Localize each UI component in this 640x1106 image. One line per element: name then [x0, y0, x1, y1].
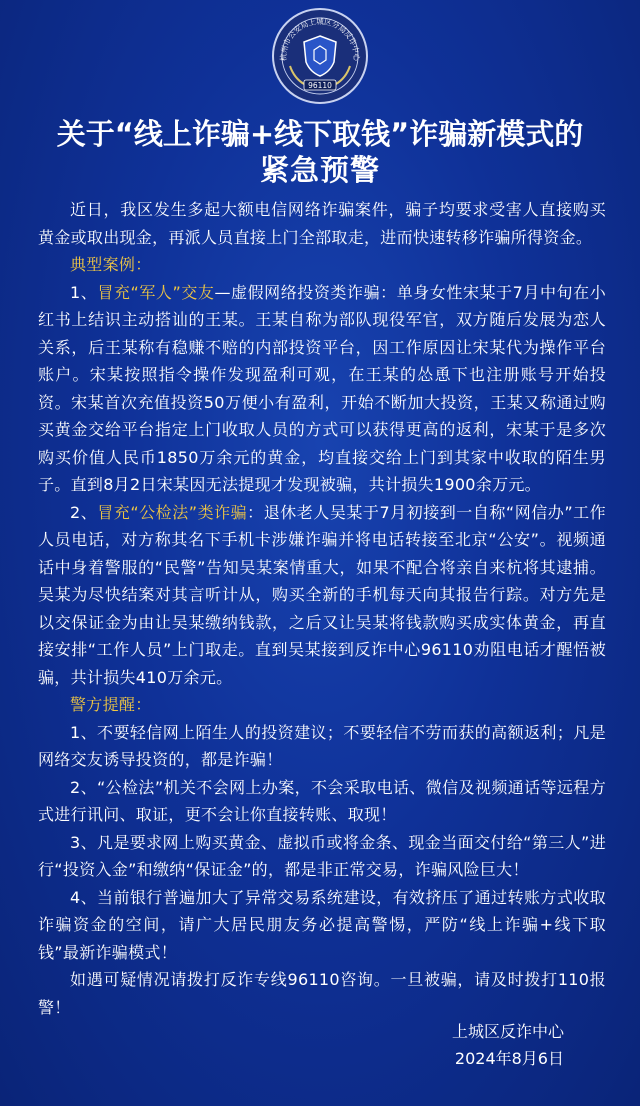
- tips-heading: 警方提醒：: [70, 695, 152, 714]
- closing-paragraph: 如遇可疑情况请拨打反诈专线96110咨询。一旦被骗，请及时拨打110报警！: [38, 970, 606, 1017]
- case1-paragraph: [38, 279, 606, 499]
- notice-title-line2: 紧急预警: [259, 153, 380, 187]
- case2-text: ：退休老人吴某于7月初接到一自称“网信办”工作人员电话，对方称其名下手机卡涉嫌诈骗并将电话转接至北京“公安”。视频通话中身着警服的“民警”告知吴某案情重大，如果不配合将亲自来杭将其逮捕。吴某为尽快结案对其言听计从，购买全新的手机每天向其报告行踪。对方先是以交保证金为由让吴某缴纳钱款，之后又让吴某将钱款购买成实体黄金，再直接安排“工作人员”上门取走。直到吴某接到反诈中心96110劝阻电话才醒悟被骗，共计损失410万余元。: [38, 502, 606, 687]
- case1-highlight: 冒充“军人”交友: [97, 282, 215, 302]
- signature-org: 上城区反诈中心: [451, 1022, 564, 1041]
- cases-heading: 典型案例：: [70, 255, 152, 274]
- tip-item: 2、“公检法”机关不会网上办案，不会采取电话、微信及视频通话等远程方式进行讯问、取证，更不会让你直接转账、取现！: [38, 777, 606, 824]
- notice-body: [38, 196, 606, 1021]
- emblem-arc-text: 杭州市公安局上城区分局反诈中心: [278, 17, 362, 61]
- notice-title-line1: 关于“线上诈骗+线下取钱”诈骗新模式的: [56, 117, 584, 151]
- case1-prefix: 1、: [70, 282, 98, 302]
- emblem-number: 96110: [308, 81, 332, 90]
- anti-fraud-center-emblem: [270, 6, 370, 106]
- case2-paragraph: [38, 499, 606, 692]
- tip-item: 4、当前银行普遍加大了异常交易系统建设，有效挤压了通过转账方式收取诈骗资金的空间，请广大居民朋友务必提高警惕，严防“线上诈骗+线下取钱”最新诈骗模式！: [38, 887, 606, 962]
- case2-prefix: 2、: [70, 502, 98, 522]
- signature-date: 2024年8月6日: [454, 1049, 564, 1068]
- case2-highlight: 冒充“公检法”类诈骗: [97, 502, 248, 522]
- case1-text: —虚假网络投资类诈骗：单身女性宋某于7月中旬在小红书上结识主动搭讪的王某。王某自称为部队现役军官，双方随后发展为恋人关系，后王某称有稳赚不赔的内部投资平台，因工作原因让宋某代为操作平台账户。宋某按照指令操作发现盈利可观，在王某的怂恿下也注册账号开始投资。宋某首次充值投资50万便小有盈利，开始不断加大投资，王某又称通过购买黄金交给平台指定上门收取人员的方式可以获得更高的返利，宋某于是多次购买价值人民币1850万余元的黄金，均直接交给上门到其家中收取的陌生男子。直到8月2日宋某因无法提现才发现被骗，共计损失1900余万元。: [38, 282, 606, 494]
- tip-item: 3、凡是要求网上购买黄金、虚拟币或将金条、现金当面交付给“第三人”进行“投资入金”和缴纳“保证金”的，都是非正常交易，诈骗风险巨大！: [38, 832, 606, 879]
- tip-item: 1、不要轻信网上陌生人的投资建议；不要轻信不劳而获的高额返利；凡是网络交友诱导投资的，都是诈骗！: [38, 722, 606, 769]
- intro-paragraph: 近日，我区发生多起大额电信网络诈骗案件，骗子均要求受害人直接购买黄金或取出现金，再派人员直接上门全部取走，进而快速转移诈骗所得资金。: [38, 200, 606, 247]
